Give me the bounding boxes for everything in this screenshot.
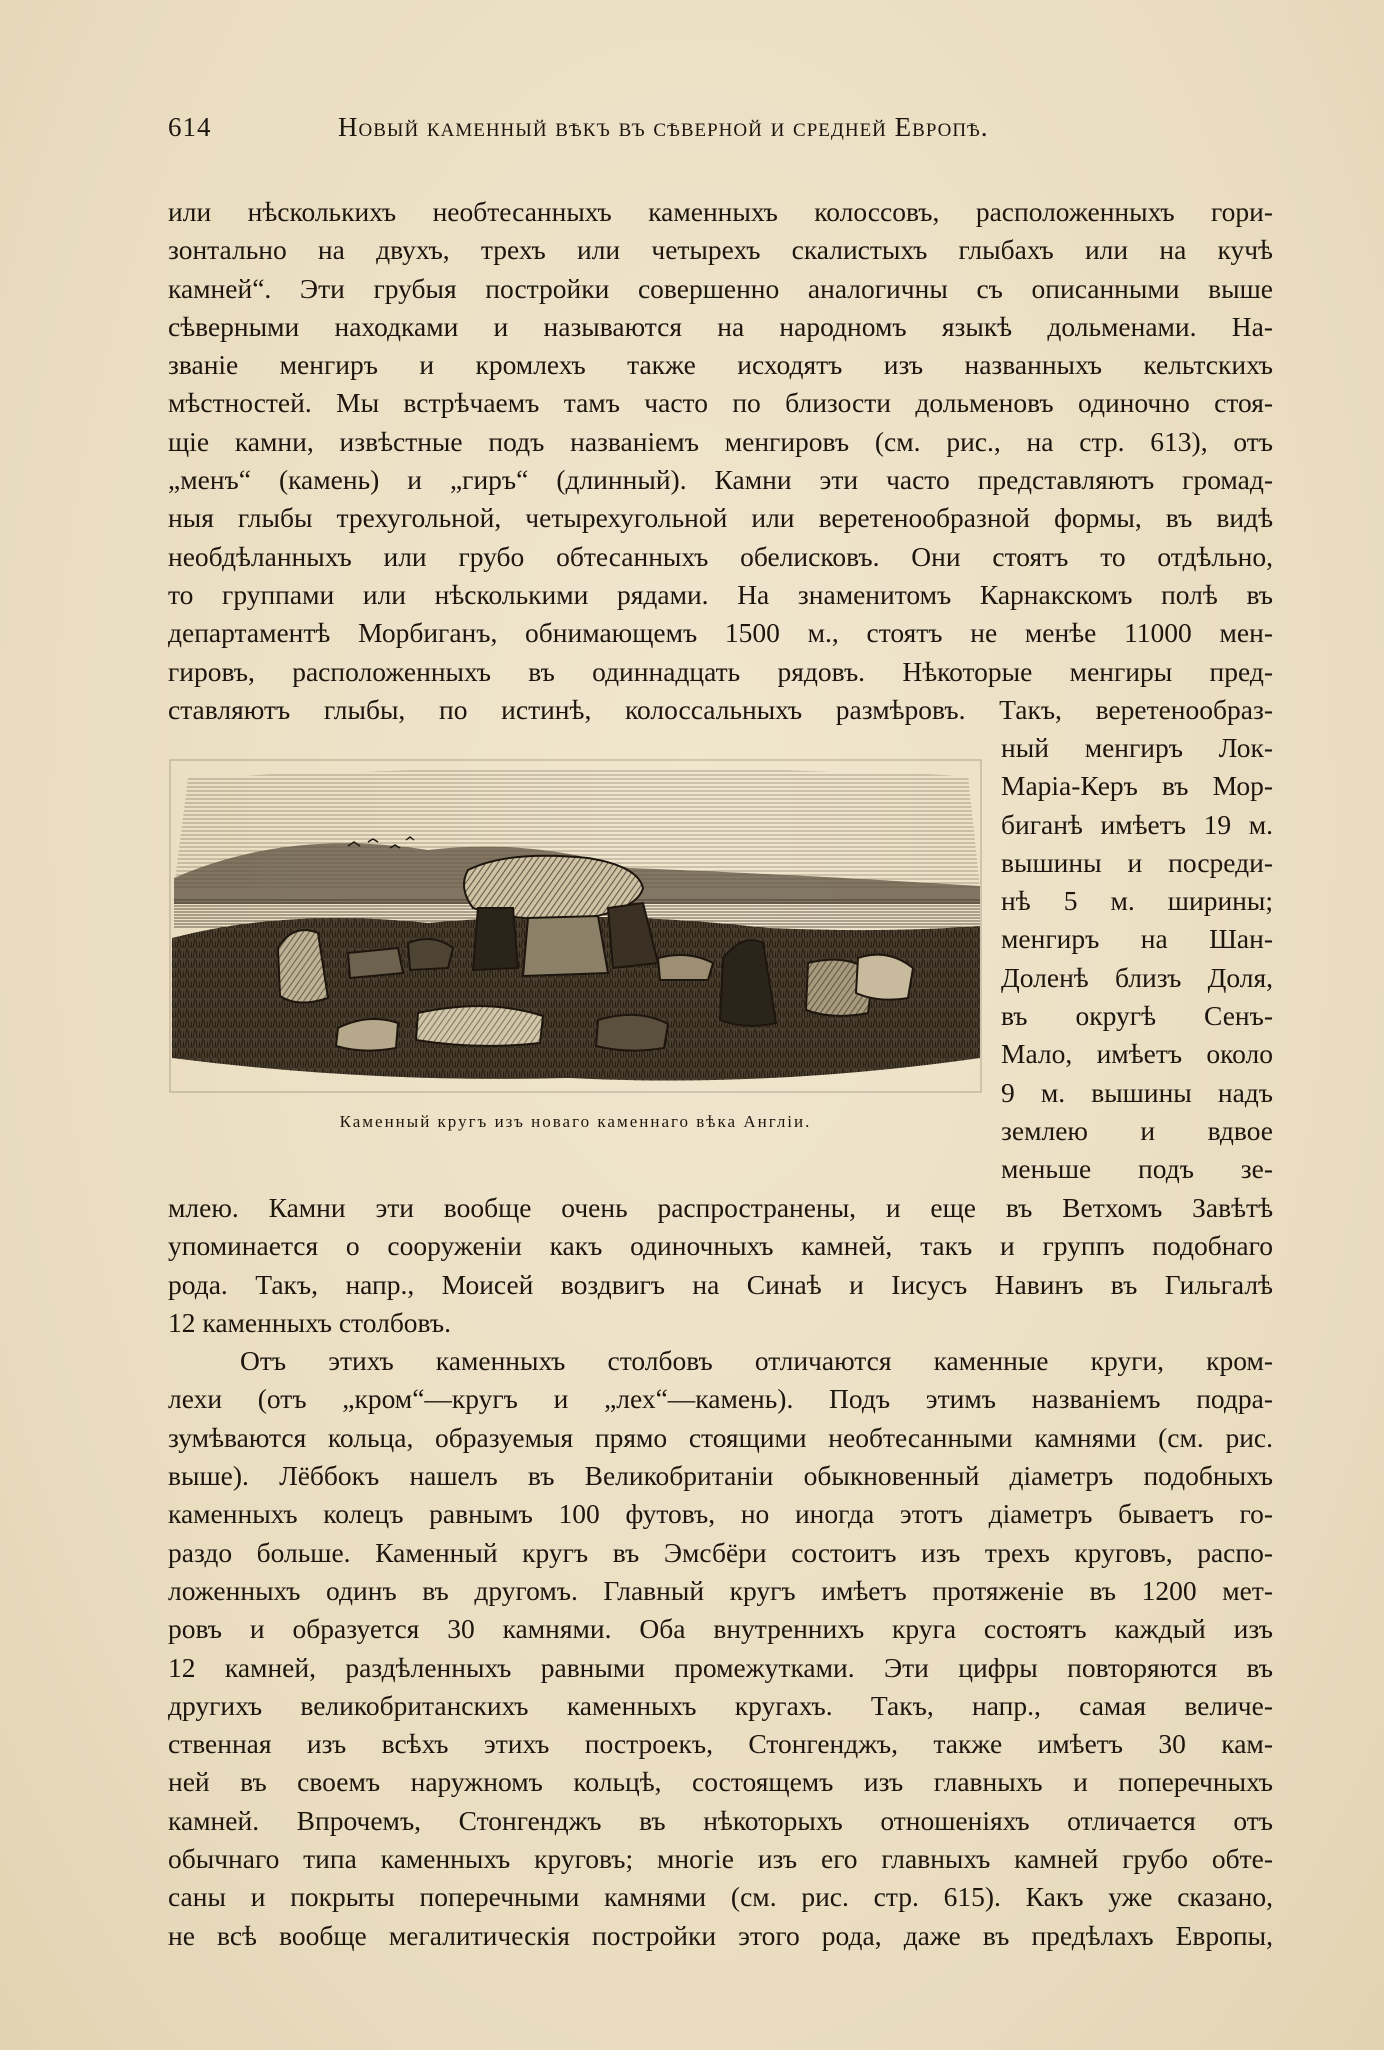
text-line: ней въ своемъ наружномъ кольцѣ, состоящемъ изъ главныхъ и поперечныхъ xyxy=(168,1766,1273,1798)
text-line: зонтально на двухъ, трехъ или четырехъ скалистыхъ глыбахъ или на кучѣ xyxy=(168,234,1273,266)
text-line: зумѣваются кольца, образуемыя прямо стоящими необтесанными камнями (см. рис. xyxy=(168,1421,1273,1453)
text-line: ственная изъ всѣхъ этихъ построекъ, Стонгенджъ, также имѣетъ 30 кам- xyxy=(168,1728,1273,1760)
text-line: раздо больше. Каменный кругъ въ Эмсбёри состоитъ изъ трехъ круговъ, распо- xyxy=(168,1536,1273,1568)
running-header xyxy=(168,112,1273,152)
text-line: Отъ этихъ каменныхъ столбовъ отличаются каменные круги, кром- xyxy=(240,1345,1273,1377)
text-line: саны и покрыты поперечными камнями (см. рис. стр. 615). Какъ уже сказано, xyxy=(168,1881,1273,1913)
text-line: или нѣсколькихъ необтесанныхъ каменныхъ колоссовъ, расположенныхъ гори- xyxy=(168,196,1273,227)
text-line: меньше подъ зе- xyxy=(1001,1153,1273,1185)
text-line: другихъ великобританскихъ каменныхъ кругахъ. Такъ, напр., самая величе- xyxy=(168,1689,1273,1721)
text-line: гировъ, расположенныхъ въ одиннадцать рядовъ. Нѣкоторые менгиры пред- xyxy=(168,655,1273,687)
text-line: выше). Лёббокъ нашелъ въ Великобританіи обыкновенный діаметръ подобныхъ xyxy=(168,1460,1273,1492)
text-line: Мало, имѣетъ около xyxy=(1001,1038,1273,1070)
text-line: каменныхъ колецъ равнымъ 100 футовъ, но иногда этотъ діаметръ бываетъ го- xyxy=(168,1498,1273,1530)
text-line: обычнаго типа каменныхъ круговъ; многіе изъ его главныхъ камней грубо обте- xyxy=(168,1843,1273,1875)
text-line: нѣ 5 м. ширины; xyxy=(1001,885,1273,917)
text-line: не всѣ вообще мегалитическія постройки этого рода, даже въ предѣлахъ Европы, xyxy=(168,1919,1273,1951)
text-line: Маріа-Керъ въ Мор- xyxy=(1001,770,1273,802)
stone-circle-engraving xyxy=(168,758,983,1094)
text-line: „менъ“ (камень) и „гиръ“ (длинный). Камни эти часто представляютъ громад- xyxy=(168,464,1273,496)
text-line: то группами или нѣсколькими рядами. На знаменитомъ Карнакскомъ полѣ въ xyxy=(168,578,1273,610)
text-line: мѣстностей. Мы встрѣчаемъ тамъ часто по близости дольменовъ одиночно стоя- xyxy=(168,387,1273,419)
text-line: званіе менгиръ и кромлехъ также исходятъ изъ названныхъ кельтскихъ xyxy=(168,349,1273,381)
text-line: 12 камней, раздѣленныхъ равными промежутками. Эти цифры повторяются въ xyxy=(168,1651,1273,1683)
text-line: млею. Камни эти вообще очень распространены, и еще въ Ветхомъ Завѣтѣ xyxy=(168,1192,1273,1223)
text-line: менгиръ на Шан- xyxy=(1001,923,1273,955)
text-line: Доленѣ близъ Доля, xyxy=(1001,961,1273,993)
text-line: департаментѣ Морбиганъ, обнимающемъ 1500 м., стоятъ не менѣе 11000 мен- xyxy=(168,617,1273,649)
text-line: лехи (отъ „кром“—кругъ и „лех“—камень). Подъ этимъ названіемъ подра- xyxy=(168,1383,1273,1415)
paragraph-side xyxy=(1001,729,1273,1189)
text-line: рода. Такъ, напр., Моисей воздвигъ на Синаѣ и Іисусъ Навинъ въ Гильгалѣ xyxy=(168,1268,1273,1300)
text-line: необдѣланныхъ или грубо обтесанныхъ обелисковъ. Они стоятъ то отдѣльно, xyxy=(168,540,1273,572)
text-line: 12 каменныхъ столбовъ. xyxy=(168,1306,451,1338)
text-line: камней. Впрочемъ, Стонгенджъ въ нѣкоторыхъ отношеніяхъ отличается отъ xyxy=(168,1804,1273,1836)
text-line: биганѣ имѣетъ 19 м. xyxy=(1001,808,1273,840)
text-line: камней“. Эти грубыя постройки совершенно аналогичны съ описанными выше xyxy=(168,272,1273,304)
text-line: ный менгиръ Лок- xyxy=(1001,732,1273,763)
text-line: ровъ и образуется 30 камнями. Оба внутреннихъ круга состоятъ каждый изъ xyxy=(168,1613,1273,1645)
figure-caption: Каменный кругъ изъ новаго каменнаго вѣка Англіи. xyxy=(339,1112,812,1131)
text-line: ложенныхъ одинъ въ другомъ. Главный кругъ имѣетъ протяженіе въ 1200 мет- xyxy=(168,1574,1273,1606)
text-line: землею и вдвое xyxy=(1001,1114,1273,1146)
text-line: щіе камни, извѣстные подъ названіемъ менгировъ (см. рис., на стр. 613), отъ xyxy=(168,425,1273,457)
text-line: упоминается о сооруженіи какъ одиночныхъ камней, такъ и группъ подобнаго xyxy=(168,1230,1273,1262)
paragraph-bottom xyxy=(168,1189,1273,1955)
text-line: ныя глыбы трехугольной, четырехугольной или веретенообразной формы, въ видѣ xyxy=(168,502,1273,534)
text-line: сѣверными находками и называются на народномъ языкѣ дольменами. На- xyxy=(168,310,1273,342)
text-line: въ округѣ Сенъ- xyxy=(1001,1000,1273,1032)
text-line: вышины и посреди- xyxy=(1001,846,1273,878)
page-number: 614 xyxy=(168,112,212,142)
paragraph-top xyxy=(168,193,1273,729)
running-title: Новый каменный вѣкъ въ сѣверной и средней Европѣ. xyxy=(338,112,989,142)
text-line: 9 м. вышины надъ xyxy=(1001,1076,1273,1108)
text-line: ставляютъ глыбы, по истинѣ, колоссальныхъ размѣровъ. Такъ, веретенообраз- xyxy=(168,693,1273,725)
